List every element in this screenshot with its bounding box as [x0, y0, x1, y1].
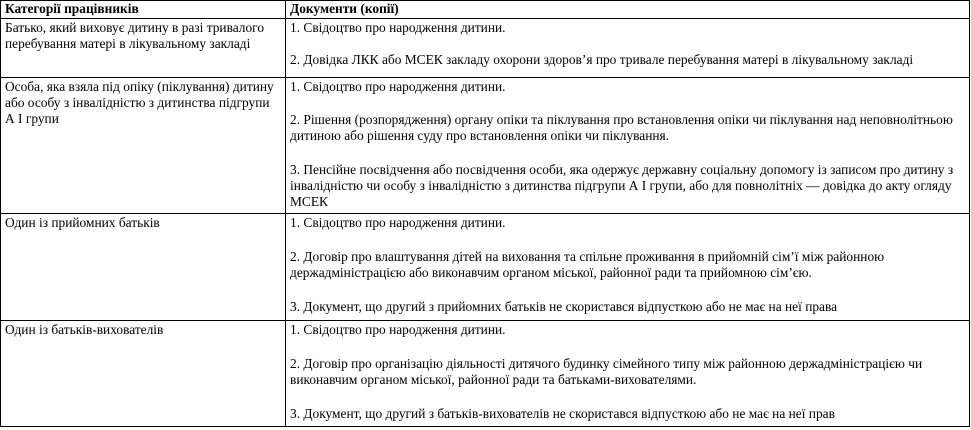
spacer	[290, 95, 964, 112]
documents-cell	[286, 78, 970, 214]
table-row	[1, 214, 970, 321]
document-item: 3. Пенсійне посвідчення або посвідчення особи, яка одержує державну соціальну допомогу із записом про дитину з інвалідністю чи особу з інвалідністю з дитинства підгрупи А І групи, або для повнолітніх — довідка до акту огляду МСЕК	[290, 162, 954, 209]
category-cell: Один із прийомних батьків	[1, 214, 286, 321]
document-item: 3. Документ, що другий з батьків-вихователів не скористався відпусткою або не має на неї прав	[290, 406, 835, 421]
category-cell: Батько, який виховує дитину в разі тривалого перебування матері в лікувальному закладі	[1, 19, 286, 78]
spacer	[290, 231, 964, 249]
table-row	[1, 19, 970, 78]
document-item: 2. Рішення (розпорядження) органу опіки та піклування про встановлення опіки чи піклування над неповнолітньою дитиною або рішення суду про встановлення опіки чи піклування.	[290, 112, 953, 143]
category-cell: Особа, яка взяла під опіку (піклування) дитину або особу з інвалідністю з дитинства підгрупи А І групи	[1, 78, 286, 214]
document-item: 1. Свідоцтво про народження дитини.	[290, 215, 506, 230]
document-item: 2. Договір про організацію діяльності дитячого будинку сімейного типу між районною держадміністрацією чи виконавчим органом міської, районної ради та батьками-вихователями.	[290, 356, 923, 387]
header-documents: Документи (копії)	[286, 1, 970, 19]
document-item: 1. Свідоцтво про народження дитини.	[290, 20, 506, 35]
spacer	[290, 388, 964, 406]
document-item: 1. Свідоцтво про народження дитини.	[290, 79, 506, 94]
documents-cell	[286, 321, 970, 427]
spacer	[290, 144, 964, 162]
spacer	[290, 281, 964, 299]
header-categories: Категорії працівників	[1, 1, 286, 19]
table-header-row	[1, 1, 970, 19]
document-item: 2. Договір про влаштування дітей на виховання та спільне проживання в прийомній сім’ї між районною держадміністрацією або виконавчим органом міської, районної ради та прийомною сім’єю.	[290, 249, 885, 280]
document-item: 3. Документ, що другий з прийомних батьків не скористався відпусткою або не має на неї права	[290, 299, 838, 314]
spacer	[290, 338, 964, 356]
documents-cell	[286, 214, 970, 321]
documents-cell	[286, 19, 970, 78]
document-item: 2. Довідка ЛКК або МСЕК закладу охорони здоров’я про тривале перебування матері в лікувальному закладі	[290, 52, 914, 67]
document-item: 1. Свідоцтво про народження дитини.	[290, 322, 506, 337]
spacer	[290, 36, 964, 52]
table-row	[1, 321, 970, 427]
table-row	[1, 78, 970, 214]
category-cell: Один із батьків-вихователів	[1, 321, 286, 427]
